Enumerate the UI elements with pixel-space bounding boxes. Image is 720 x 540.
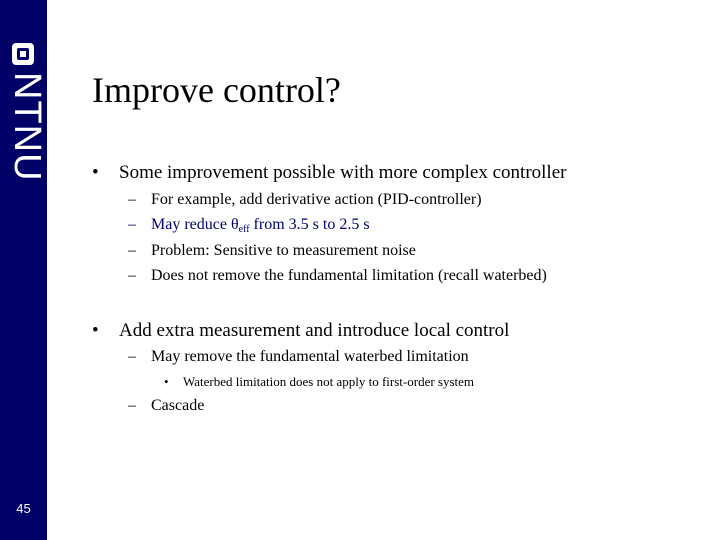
theta-suffix: from 3.5 s to 2.5 s: [249, 216, 370, 233]
dash-marker: –: [128, 348, 136, 365]
ntnu-logo-text: NTNU: [6, 72, 48, 182]
bullet-1-sub-4: Does not remove the fundamental limitation (recall waterbed): [151, 267, 547, 284]
dash-marker: –: [128, 216, 136, 233]
bullet-1-sub-3: Problem: Sensitive to measurement noise: [151, 242, 416, 259]
bullet-marker: •: [92, 162, 99, 183]
bullet-1-text: Some improvement possible with more complex controller: [119, 162, 567, 183]
bullet-1-sub-2: [151, 215, 370, 240]
bullet-2-text: Add extra measurement and introduce local control: [119, 320, 510, 341]
bullet-marker: •: [92, 320, 99, 341]
page-number: 45: [16, 501, 31, 516]
ntnu-logo-icon: [11, 42, 35, 66]
small-bullet-marker: •: [164, 374, 169, 389]
bullet-2-sub-1: May remove the fundamental waterbed limitation: [151, 348, 469, 365]
dash-marker: –: [128, 267, 136, 284]
slide-title: Improve control?: [92, 70, 341, 110]
sidebar-band: [0, 0, 47, 540]
bullet-1-sub-1: For example, add derivative action (PID-controller): [151, 191, 482, 208]
theta-subscript: eff: [238, 224, 250, 235]
dash-marker: –: [128, 397, 136, 414]
dash-marker: –: [128, 242, 136, 259]
bullet-2-sub-2: Cascade: [151, 397, 205, 414]
dash-marker: –: [128, 191, 136, 208]
theta-prefix: May reduce θ: [151, 216, 239, 233]
bullet-2-sub-1-detail: Waterbed limitation does not apply to first-order system: [183, 374, 475, 389]
